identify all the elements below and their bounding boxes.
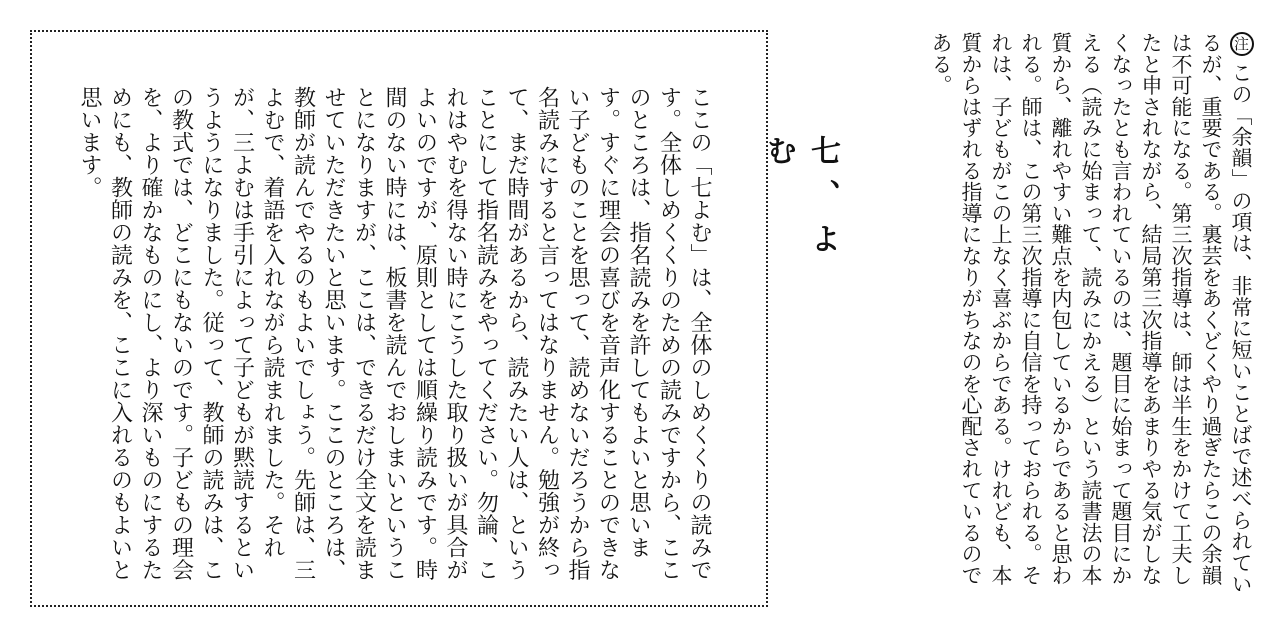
box-paragraph: ここの「七よむ」は、全体のしめくくりの読みです。全体しめくくりのための読みですから、ここのところは、指名読みを許してもよいと思います。すぐに理会の喜びを音声化することのできない子どものことを思って、読めないだろうから指名読みにすると言ってはなりません。勉強が終って、まだ時間があるから、読みたい人は、ということにして指名読みをやってください。勿論、これはやむを得ない時にこうした取り扱いが具合がよいのですが、原則としては順繰り読みです。時間のない時には、板書を読んでおしまいということになりますが、ここは、できるだけ全文を読ませていただきたいと思います。ここのところは、教師が読んでやるのもよいでしょう。先師は、三よむで、着語を入れながら読まれました。それが、三よむは手引によって子どもが黙読するというようになりました。従って、教師の読みは、この教式では、どこにもないのです。子どもの理会を、より確かなものにし、より深いものにするためにも、教師の読みを、ここに入れるのもよいと思います。 [77,86,712,581]
note-mark: 注 [1230,32,1254,56]
note-body: この「余韻」の項は、非常に短いことばで述べられているが、重要である。裏芸をあくどくやり過ぎたらこの余韻は不可能になる。第三次指導は、師は半生をかけて工夫したと申されながら、結局第三次指導をあまりやる気がしなくなったとも言われているのは、題目に始まって題目にかえる（読みに始まって、読みにかえる）という読書法の本質から、離れやすい難点を内包しているからであると思われる。師は、この第三次指導に自信を持っておられる。それは、子どもがこの上なく喜ぶからである。けれども、本質からはずれる指導になりがちなのを心配されているのである。 [929,32,1253,595]
note-column [926,32,1256,607]
section-heading: 七、よむ [761,135,840,267]
box-text [74,86,715,596]
dotted-box [30,30,768,607]
